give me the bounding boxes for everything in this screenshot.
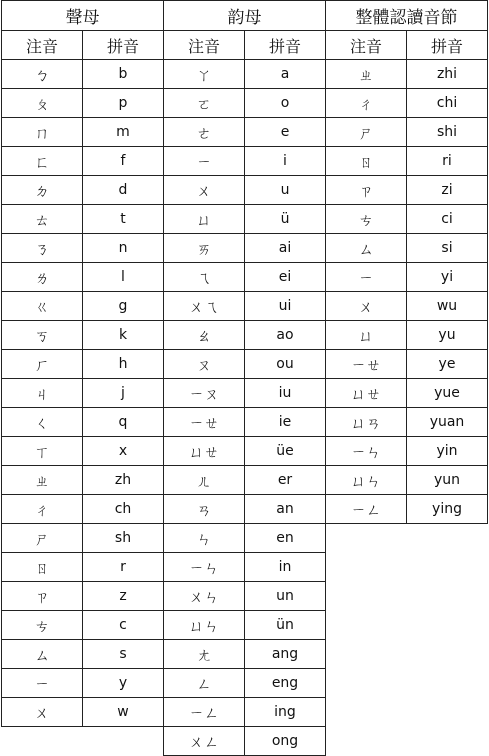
table-row bbox=[326, 495, 488, 524]
table-row bbox=[2, 582, 164, 611]
zhuyin-cell: ㄩ bbox=[164, 205, 245, 234]
zhuyin-cell: ㄚ bbox=[164, 60, 245, 89]
zhuyin-cell: ㄘ bbox=[326, 205, 407, 234]
pinyin-cell: r bbox=[83, 553, 164, 582]
table-row bbox=[164, 611, 326, 640]
table-row bbox=[164, 408, 326, 437]
zhuyin-cell: ㄞ bbox=[164, 234, 245, 263]
table-row bbox=[164, 640, 326, 669]
pinyin-cell: an bbox=[245, 495, 326, 524]
pinyin-cell: yue bbox=[407, 379, 488, 408]
table-row bbox=[2, 263, 164, 292]
zhuyin-cell: ㄋ bbox=[2, 234, 83, 263]
table-row bbox=[164, 437, 326, 466]
table-row bbox=[164, 263, 326, 292]
finals-zhuyin-column-header: 注音 bbox=[164, 31, 245, 60]
zhuyin-cell: ㄆ bbox=[2, 89, 83, 118]
zhuyin-cell: ㄙ bbox=[2, 640, 83, 669]
pinyin-cell: ün bbox=[245, 611, 326, 640]
table-row bbox=[2, 89, 164, 118]
zhuyin-cell: ㄧ bbox=[164, 147, 245, 176]
pinyin-cell: i bbox=[245, 147, 326, 176]
pinyin-cell: ai bbox=[245, 234, 326, 263]
zhuyin-cell: ㄔ bbox=[2, 495, 83, 524]
pinyin-cell: j bbox=[83, 379, 164, 408]
table-row bbox=[326, 263, 488, 292]
pinyin-cell: un bbox=[245, 582, 326, 611]
initials-table-body bbox=[2, 60, 164, 727]
table-row bbox=[164, 582, 326, 611]
pinyin-cell: m bbox=[83, 118, 164, 147]
table-row bbox=[2, 437, 164, 466]
zhuyin-cell: ㄩ bbox=[326, 321, 407, 350]
pinyin-cell: c bbox=[83, 611, 164, 640]
pinyin-cell: w bbox=[83, 698, 164, 727]
pinyin-cell: h bbox=[83, 350, 164, 379]
zhuyin-cell: ㄛ bbox=[164, 89, 245, 118]
finals-pinyin-column-header: 拼音 bbox=[245, 31, 326, 60]
table-row bbox=[164, 495, 326, 524]
zhuyin-cell: ㄅ bbox=[2, 60, 83, 89]
zhuyin-cell: ㄧㄣ bbox=[326, 437, 407, 466]
pinyin-cell: wu bbox=[407, 292, 488, 321]
pinyin-cell: ong bbox=[245, 727, 326, 756]
pinyin-cell: eng bbox=[245, 669, 326, 698]
table-row bbox=[2, 698, 164, 727]
pinyin-cell: ui bbox=[245, 292, 326, 321]
pinyin-cell: ing bbox=[245, 698, 326, 727]
zhuyin-cell: ㄟ bbox=[164, 263, 245, 292]
zhuyin-cell: ㄓ bbox=[326, 60, 407, 89]
table-row bbox=[2, 176, 164, 205]
zhuyin-cell: ㄣ bbox=[164, 524, 245, 553]
zhuyin-cell: ㄧ bbox=[326, 263, 407, 292]
pinyin-cell: in bbox=[245, 553, 326, 582]
whole-syllables-header: 整體認讀音節 bbox=[326, 1, 488, 31]
pinyin-cell: y bbox=[83, 669, 164, 698]
zhuyin-cell: ㄖ bbox=[2, 553, 83, 582]
zhuyin-cell: ㄈ bbox=[2, 147, 83, 176]
pinyin-cell: ü bbox=[245, 205, 326, 234]
initials-pinyin-column-header: 拼音 bbox=[83, 31, 164, 60]
table-row bbox=[164, 89, 326, 118]
table-row bbox=[2, 292, 164, 321]
table-row bbox=[326, 408, 488, 437]
zhuyin-cell: ㄠ bbox=[164, 321, 245, 350]
pinyin-cell: ch bbox=[83, 495, 164, 524]
table-row bbox=[2, 379, 164, 408]
pinyin-cell: ei bbox=[245, 263, 326, 292]
pinyin-cell: t bbox=[83, 205, 164, 234]
zhuyin-cell: ㄒ bbox=[2, 437, 83, 466]
pinyin-cell: ie bbox=[245, 408, 326, 437]
table-row bbox=[2, 321, 164, 350]
table-row bbox=[2, 553, 164, 582]
table-row bbox=[2, 234, 164, 263]
whole-syllables-table-body bbox=[326, 60, 488, 524]
pinyin-cell: en bbox=[245, 524, 326, 553]
zhuyin-cell: ㄧㄡ bbox=[164, 379, 245, 408]
zhuyin-cell: ㄤ bbox=[164, 640, 245, 669]
zhuyin-cell: ㄌ bbox=[2, 263, 83, 292]
zhuyin-cell: ㄙ bbox=[326, 234, 407, 263]
zhuyin-cell: ㄔ bbox=[326, 89, 407, 118]
table-row bbox=[164, 669, 326, 698]
table-row bbox=[2, 205, 164, 234]
initials-table bbox=[1, 0, 164, 727]
pinyin-cell: si bbox=[407, 234, 488, 263]
zhuyin-cell: ㄑ bbox=[2, 408, 83, 437]
pinyin-cell: ou bbox=[245, 350, 326, 379]
table-row bbox=[164, 466, 326, 495]
table-row bbox=[326, 147, 488, 176]
table-row bbox=[326, 350, 488, 379]
table-row bbox=[326, 205, 488, 234]
zhuyin-cell: ㄥ bbox=[164, 669, 245, 698]
table-row bbox=[164, 698, 326, 727]
initials-header: 聲母 bbox=[2, 1, 164, 31]
pinyin-cell: o bbox=[245, 89, 326, 118]
zhuyin-cell: ㄧ bbox=[2, 669, 83, 698]
zhuyin-cell: ㄖ bbox=[326, 147, 407, 176]
table-row bbox=[164, 553, 326, 582]
table-row bbox=[2, 524, 164, 553]
table-row bbox=[164, 292, 326, 321]
zhuyin-cell: ㄧㄝ bbox=[326, 350, 407, 379]
initials-zhuyin-column-header: 注音 bbox=[2, 31, 83, 60]
table-row bbox=[2, 669, 164, 698]
table-row bbox=[2, 611, 164, 640]
pinyin-cell: g bbox=[83, 292, 164, 321]
pinyin-cell: ying bbox=[407, 495, 488, 524]
pinyin-cell: yi bbox=[407, 263, 488, 292]
table-row bbox=[164, 321, 326, 350]
table-row bbox=[2, 408, 164, 437]
zhuyin-cell: ㄨ bbox=[326, 292, 407, 321]
table-row bbox=[2, 495, 164, 524]
zhuyin-cell: ㄩㄣ bbox=[326, 466, 407, 495]
pinyin-cell: e bbox=[245, 118, 326, 147]
pinyin-cell: ri bbox=[407, 147, 488, 176]
pinyin-cell: p bbox=[83, 89, 164, 118]
table-row bbox=[326, 437, 488, 466]
pinyin-cell: yuan bbox=[407, 408, 488, 437]
pinyin-cell: er bbox=[245, 466, 326, 495]
zhuyin-cell: ㄎ bbox=[2, 321, 83, 350]
pinyin-cell: z bbox=[83, 582, 164, 611]
zhuyin-cell: ㄨㄟ bbox=[164, 292, 245, 321]
pinyin-cell: u bbox=[245, 176, 326, 205]
pinyin-cell: ci bbox=[407, 205, 488, 234]
table-row bbox=[164, 350, 326, 379]
table-row bbox=[2, 60, 164, 89]
table-row bbox=[326, 234, 488, 263]
zhuyin-cell: ㄍ bbox=[2, 292, 83, 321]
pinyin-cell: ao bbox=[245, 321, 326, 350]
pinyin-cell: zhi bbox=[407, 60, 488, 89]
pinyin-cell: k bbox=[83, 321, 164, 350]
zhuyin-cell: ㄩㄣ bbox=[164, 611, 245, 640]
table-row bbox=[2, 466, 164, 495]
pinyin-cell: x bbox=[83, 437, 164, 466]
zhuyin-cell: ㄗ bbox=[2, 582, 83, 611]
pinyin-cell: sh bbox=[83, 524, 164, 553]
zhuyin-cell: ㄨ bbox=[164, 176, 245, 205]
zhuyin-cell: ㄧㄝ bbox=[164, 408, 245, 437]
table-row bbox=[326, 292, 488, 321]
zhuyin-cell: ㄗ bbox=[326, 176, 407, 205]
zhuyin-cell: ㄨㄣ bbox=[164, 582, 245, 611]
finals-table bbox=[163, 0, 326, 756]
pinyin-cell: yun bbox=[407, 466, 488, 495]
table-row bbox=[164, 205, 326, 234]
pinyin-cell: shi bbox=[407, 118, 488, 147]
zhuyin-cell: ㄕ bbox=[2, 524, 83, 553]
zhuyin-cell: ㄘ bbox=[2, 611, 83, 640]
zhuyin-cell: ㄐ bbox=[2, 379, 83, 408]
pinyin-cell: yin bbox=[407, 437, 488, 466]
table-row bbox=[164, 234, 326, 263]
table-row bbox=[2, 118, 164, 147]
pinyin-cell: iu bbox=[245, 379, 326, 408]
zhuyin-cell: ㄏ bbox=[2, 350, 83, 379]
zhuyin-cell: ㄦ bbox=[164, 466, 245, 495]
pinyin-cell: q bbox=[83, 408, 164, 437]
table-row bbox=[326, 60, 488, 89]
table-row bbox=[164, 60, 326, 89]
pinyin-cell: a bbox=[245, 60, 326, 89]
table-row bbox=[326, 379, 488, 408]
table-row bbox=[326, 89, 488, 118]
table-row bbox=[164, 147, 326, 176]
pinyin-cell: l bbox=[83, 263, 164, 292]
pinyin-cell: d bbox=[83, 176, 164, 205]
pinyin-cell: b bbox=[83, 60, 164, 89]
table-row bbox=[2, 147, 164, 176]
pinyin-cell: chi bbox=[407, 89, 488, 118]
pinyin-cell: s bbox=[83, 640, 164, 669]
zhuyin-cell: ㄩㄢ bbox=[326, 408, 407, 437]
zhuyin-cell: ㄢ bbox=[164, 495, 245, 524]
zhuyin-cell: ㄊ bbox=[2, 205, 83, 234]
table-row bbox=[2, 350, 164, 379]
table-row bbox=[326, 466, 488, 495]
zhuyin-cell: ㄩㄝ bbox=[326, 379, 407, 408]
finals-table-body bbox=[164, 60, 326, 756]
zhuyin-cell: ㄧㄥ bbox=[326, 495, 407, 524]
whole-zhuyin-column-header: 注音 bbox=[326, 31, 407, 60]
zhuyin-cell: ㄩㄝ bbox=[164, 437, 245, 466]
table-row bbox=[326, 321, 488, 350]
zhuyin-cell: ㄧㄥ bbox=[164, 698, 245, 727]
pinyin-cell: ang bbox=[245, 640, 326, 669]
table-row bbox=[326, 118, 488, 147]
table-row bbox=[326, 176, 488, 205]
whole-syllables-table bbox=[325, 0, 488, 524]
zhuyin-cell: ㄜ bbox=[164, 118, 245, 147]
table-row bbox=[164, 727, 326, 756]
table-row bbox=[164, 524, 326, 553]
table-row bbox=[164, 176, 326, 205]
pinyin-cell: ye bbox=[407, 350, 488, 379]
whole-pinyin-column-header: 拼音 bbox=[407, 31, 488, 60]
table-row bbox=[164, 118, 326, 147]
zhuyin-cell: ㄓ bbox=[2, 466, 83, 495]
pinyin-cell: yu bbox=[407, 321, 488, 350]
pinyin-cell: zh bbox=[83, 466, 164, 495]
pinyin-cell: n bbox=[83, 234, 164, 263]
zhuyin-cell: ㄕ bbox=[326, 118, 407, 147]
pinyin-cell: zi bbox=[407, 176, 488, 205]
pinyin-cell: üe bbox=[245, 437, 326, 466]
zhuyin-cell: ㄡ bbox=[164, 350, 245, 379]
finals-header: 韵母 bbox=[164, 1, 326, 31]
zhuyin-cell: ㄉ bbox=[2, 176, 83, 205]
zhuyin-cell: ㄇ bbox=[2, 118, 83, 147]
zhuyin-cell: ㄧㄣ bbox=[164, 553, 245, 582]
pinyin-cell: f bbox=[83, 147, 164, 176]
table-row bbox=[164, 379, 326, 408]
zhuyin-cell: ㄨ bbox=[2, 698, 83, 727]
zhuyin-cell: ㄨㄥ bbox=[164, 727, 245, 756]
table-row bbox=[2, 640, 164, 669]
